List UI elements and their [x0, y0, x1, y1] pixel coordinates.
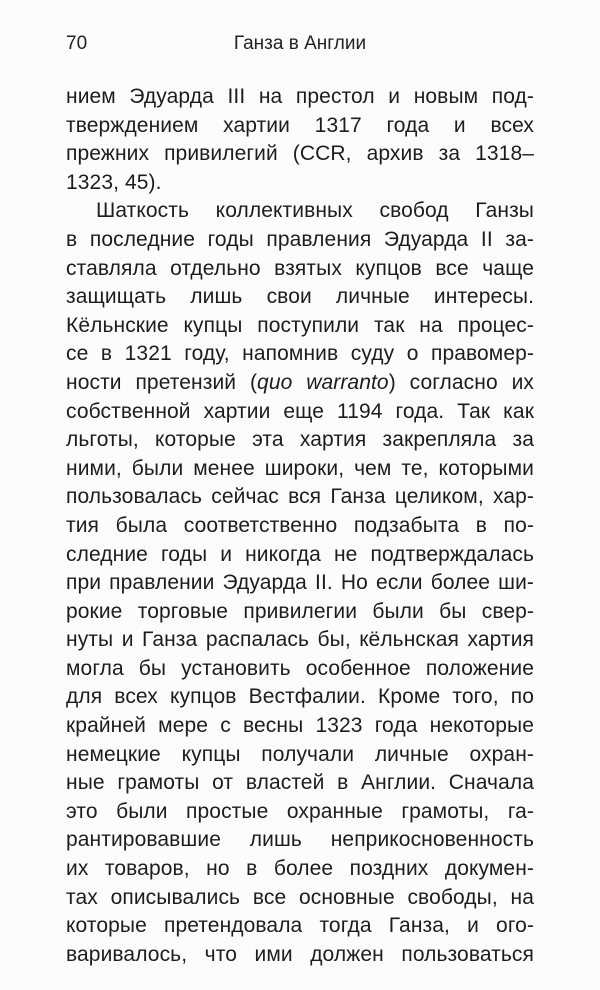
text-line: для всех купцов Вестфалии. Кроме того, по — [66, 685, 534, 709]
text-line: нием Эдуарда III на престол и новым под- — [66, 85, 534, 108]
text-lines — [66, 83, 534, 969]
text-line: варивалось, что ими должен пользоваться — [66, 942, 534, 966]
text-line: се в 1321 году, напомнив суду о правомер- — [66, 342, 534, 366]
text-line: тах описывались все основные свободы, на — [66, 885, 534, 909]
running-title: Ганза в Англии — [233, 33, 367, 54]
text-line: пользовалась сейчас вся Ганза целиком, хар- — [66, 485, 534, 509]
text-line: это были простые охранные грамоты, га- — [66, 799, 534, 823]
text-line: ности претензий (quo warranto) согласно их — [66, 370, 535, 394]
text-line: прежних привилегий (CCR, архив за 1318– — [66, 142, 534, 166]
text-line: крайней мере с весны 1323 года некоторые — [66, 714, 534, 738]
text-line: льготы, которые эта хартия закрепляла за — [66, 428, 534, 452]
text-line: ные грамоты от властей в Англии. Сначала — [66, 771, 534, 795]
text-line: 1323, 45). — [66, 170, 162, 194]
text-line: могла бы установить особенное положение — [66, 656, 534, 680]
text-line: рокие торговые привилегии были бы свер- — [66, 599, 534, 623]
text-line: Шаткость коллективных свобод Ганзы — [96, 199, 534, 223]
page-number: 70 — [66, 33, 88, 54]
text-line: нуты и Ганза распалась бы, кёльнская хартия — [66, 628, 534, 652]
text-line: их товаров, но в более поздних докумен- — [66, 857, 534, 881]
text-line: собственной хартии еще 1194 года. Так как — [66, 399, 534, 423]
text-line: при правлении Эдуарда II. Но если более ши- — [66, 571, 534, 595]
text-line: немецкие купцы получали личные охран- — [66, 742, 534, 766]
text-line: тия была соответственно подзабыта в по- — [66, 513, 534, 537]
text-line: рантировавшие лишь неприкосновенность — [66, 828, 534, 852]
text-line: которые претендовала тогда Ганза, и ого- — [66, 914, 534, 938]
text-line: ставляла отдельно взятых купцов все чаще — [66, 256, 534, 280]
page-header — [66, 32, 534, 56]
text-line: защищать лишь свои личные интересы. — [66, 285, 534, 309]
text-line: Кёльнские купцы поступили так на процес- — [66, 313, 534, 337]
text-line: следние годы и никогда не подтверждалась — [66, 542, 534, 566]
text-line: тверждением хартии 1317 года и всех — [66, 113, 534, 137]
text-line: ними, были менее широки, чем те, которыми — [66, 456, 534, 480]
text-line: в последние годы правления Эдуарда II за- — [66, 227, 534, 251]
italic-phrase: quo warranto — [257, 370, 389, 394]
